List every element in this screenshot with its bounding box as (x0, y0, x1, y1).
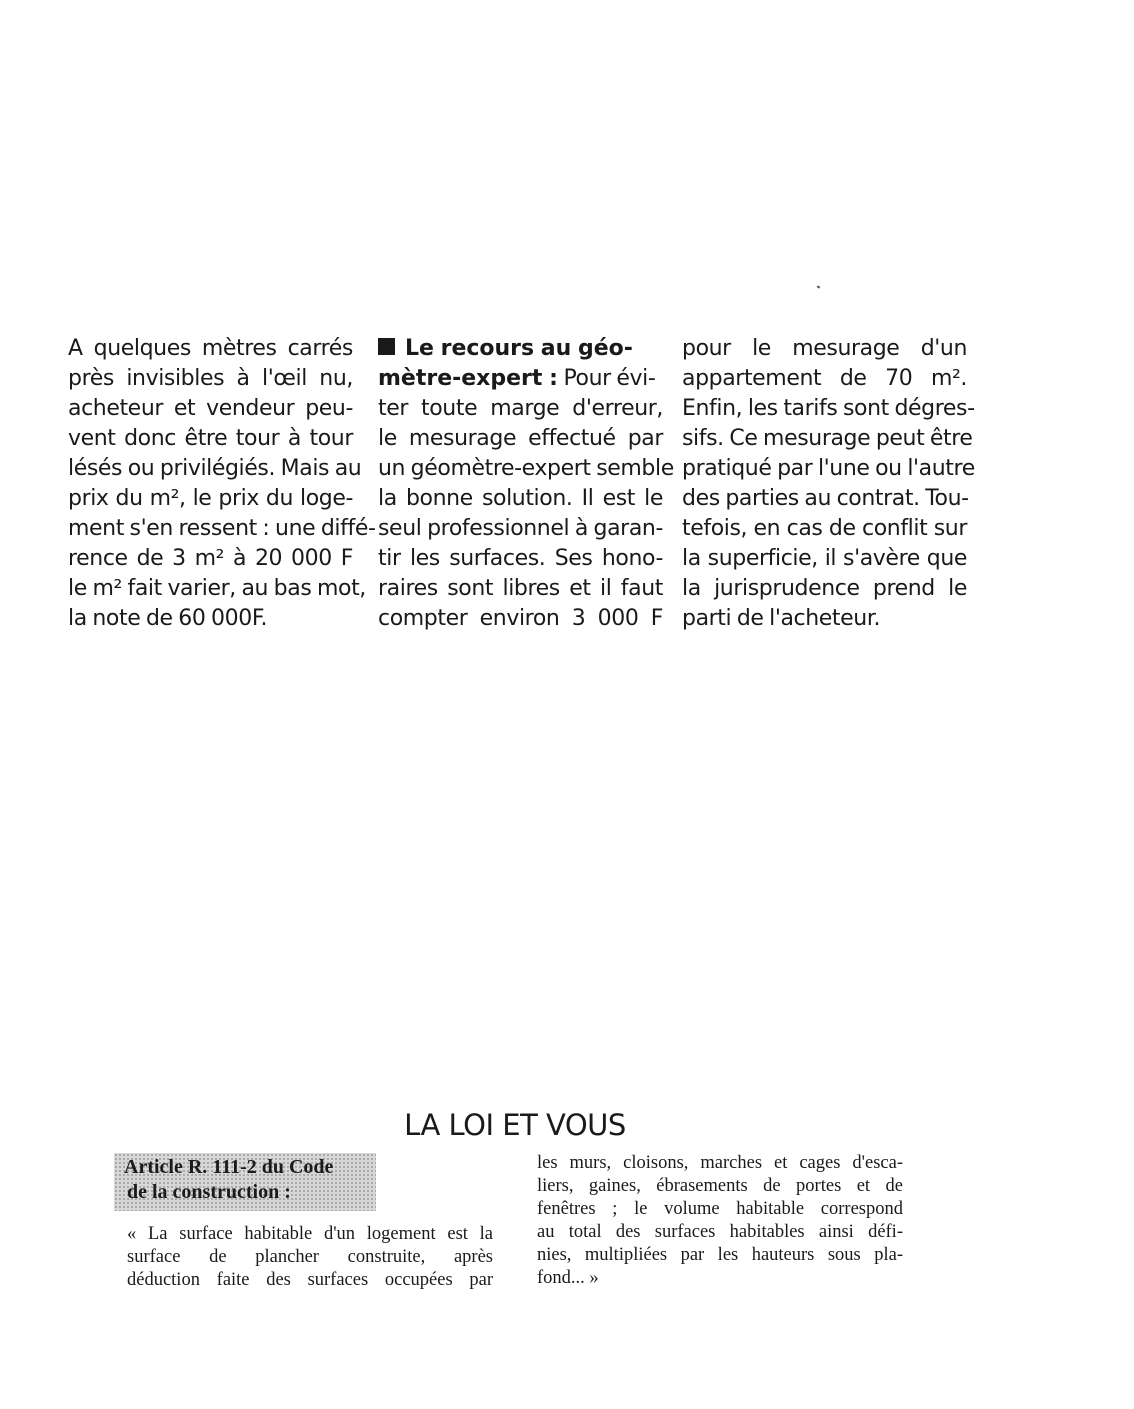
text-line (378, 364, 663, 394)
law-quote-column-1 (127, 1223, 493, 1292)
text-line: tir les surfaces. Ses hono- (378, 546, 663, 571)
text-line: la bonne solution. Il est le (378, 486, 663, 511)
text-line: A quelques mètres carrés (68, 336, 353, 361)
text-line: le mesurage effectué par (378, 426, 663, 451)
text-line: raires sont libres et il faut (378, 576, 663, 601)
text-line: acheteur et vendeur peu- (68, 396, 353, 421)
text-line: pratiqué par l'une ou l'autre (682, 456, 975, 481)
square-bullet-icon (378, 338, 395, 355)
text-line: appartement de 70 m². (682, 366, 967, 391)
text-line: tefois, en cas de conflit sur (682, 516, 967, 541)
text-line: seul professionnel à garan- (378, 516, 663, 541)
section-heading-text: mètre-expert : (378, 366, 558, 391)
quote-line: déduction faite des surfaces occupées par (127, 1270, 493, 1290)
text-line: la superficie, il s'avère que (682, 546, 967, 571)
text-line: sifs. Ce mesurage peut être (682, 426, 973, 451)
text-line: près invisibles à l'œil nu, (68, 366, 353, 391)
quote-line: nies, multipliées par les hauteurs sous pla- (537, 1245, 903, 1265)
quote-line: fenêtres ; le volume habitable correspond (537, 1199, 903, 1219)
text-line: un géomètre-expert semble (378, 456, 674, 481)
article-label-box (114, 1153, 376, 1211)
text-line: pour le mesurage d'un (682, 336, 967, 361)
text-fragment: Pour évi- (557, 366, 656, 391)
section-heading-line (378, 334, 663, 364)
quote-line: liers, gaines, ébrasements de portes et de (537, 1176, 903, 1196)
article-label-line: Article R. 111-2 du Code (124, 1156, 334, 1178)
text-line: des parties au contrat. Tou- (682, 486, 969, 511)
quote-line: les murs, cloisons, marches et cages d'esca- (537, 1153, 903, 1173)
text-line: parti de l'acheteur. (682, 606, 881, 631)
law-quote-column-2 (537, 1152, 903, 1290)
quote-line: « La surface habitable d'un logement est la (127, 1224, 493, 1244)
text-line: prix du m², le prix du loge- (68, 486, 353, 511)
text-line: Enfin, les tarifs sont dégres- (682, 396, 975, 421)
text-line: rence de 3 m² à 20 000 F (68, 546, 353, 571)
text-line: le m² fait varier, au bas mot, (68, 576, 366, 601)
article-label-line: de la construction : (127, 1181, 291, 1203)
text-line: vent donc être tour à tour (68, 426, 353, 451)
text-line: ment s'en ressent : une diffé- (68, 516, 376, 541)
article-column-1 (68, 334, 376, 634)
quote-line: au total des surfaces habitables ainsi défi- (537, 1222, 903, 1242)
article-column-3 (682, 334, 975, 634)
scan-speck (817, 285, 821, 288)
quote-line: fond... » (537, 1268, 599, 1288)
text-line: compter environ 3 000 F (378, 606, 663, 631)
law-section-title: LA LOI ET VOUS (404, 1108, 626, 1142)
text-line: la note de 60 000F. (68, 606, 268, 631)
text-line: ter toute marge d'erreur, (378, 396, 663, 421)
quote-line: surface de plancher construite, après (127, 1247, 493, 1267)
article-column-2 (378, 334, 674, 634)
text-line: lésés ou privilégiés. Mais au (68, 456, 362, 481)
text-line: la jurisprudence prend le (682, 576, 967, 601)
section-heading-text: Le recours au géo- (405, 336, 633, 361)
